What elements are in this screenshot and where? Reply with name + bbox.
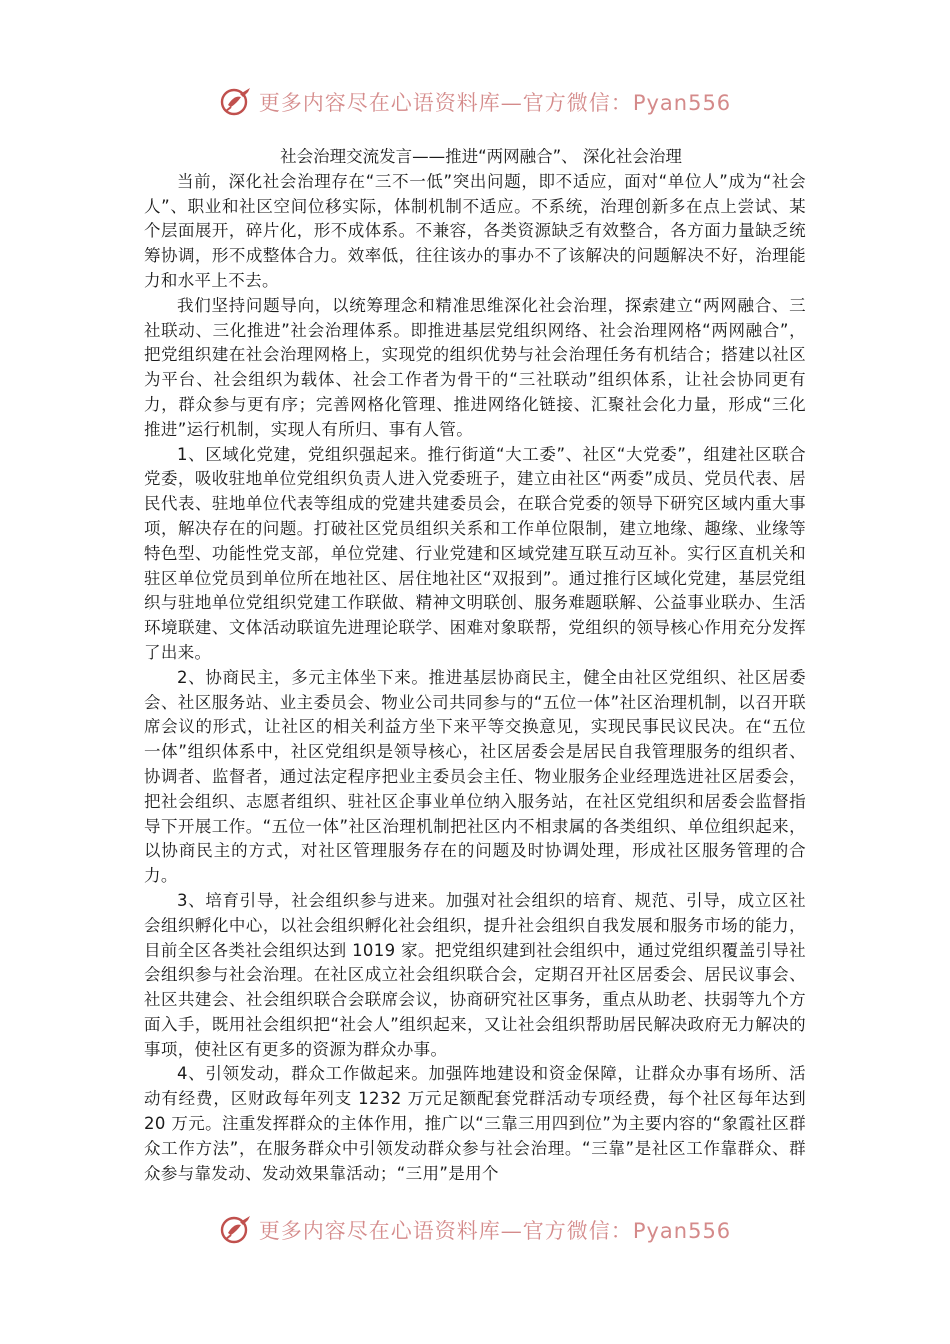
document-body — [144, 145, 806, 1186]
watermark-text: 更多内容尽在心语资料库—官方微信：Pyan556 — [258, 1219, 732, 1243]
paragraph-item-3: 3、培育引导，社会组织参与进来。加强对社会组织的培育、规范、引导，成立区社会组织孵化中心，以社会组织孵化社会组织，提升社会组织自我发展和服务市场的能力，目前全区各类社会组织达到 1019 家。把党组织建到社会组织中，通过党组织覆盖引导社会组织参与社会治理。在社区成立社会组织联合会，定期召开社区居委会、居民议事会、社区共建会、社会组织联合会联席会议，协商研究社区事务，重点从助老、扶弱等九个方面入手，既用社会组织把“社会人”组织起来，又让社会组织帮助居民解决政府无力解决的事项，使社区有更多的资源为群众办事。 — [144, 890, 806, 1059]
paragraph-approach: 我们坚持问题导向，以统筹理念和精准思维深化社会治理，探索建立“两网融合、三社联动、三化推进”社会治理体系。即推进基层党组织网络、社会治理网格“两网融合”，把党组织建在社会治理网格上，实现党的组织优势与社会治理任务有机结合；搭建以社区为平台、社会组织为载体、社会工作者为骨干的“三社联动”组织体系，让社会协同更有力，群众参与更有序；完善网格化管理、推进网络化链接、汇聚社会化力量，形成“三化推进”运行机制，实现人有所归、事有人管。 — [144, 295, 806, 439]
watermark-text: 更多内容尽在心语资料库—官方微信：Pyan556 — [258, 91, 732, 115]
paragraph-item-4: 4、引领发动，群众工作做起来。加强阵地建设和资金保障，让群众办事有场所、活动有经费，区财政每年列支 1232 万元足额配套党群活动专项经费，每个社区每年达到 20 万元。注重发挥群众的主体作用，推广以“三靠三用四到位”为主要内容的“象霞社区群众工作方法”，在服务群众中引领发动群众参与社会治理。“三靠”是社区工作靠群众、群众参与靠发动、发动效果靠活动；“三用”是用个 — [144, 1064, 806, 1183]
paragraph-item-2: 2、协商民主，多元主体坐下来。推进基层协商民主，健全由社区党组织、社区居委会、社区服务站、业主委员会、物业公司共同参与的“五位一体”社区治理机制，以召开联席会议的形式，让社区的相关利益方坐下来平等交换意见，实现民事民议民决。在“五位一体”组织体系中，社区党组织是领导核心，社区居委会是居民自我管理服务的组织者、协调者、监督者，通过法定程序把业主委员会主任、物业服务企业经理选进社区居委会，把社会组织、志愿者组织、驻社区企事业单位纳入服务站，在社区党组织和居委会监督指导下开展工作。“五位一体”社区治理机制把社区内不相隶属的各类组织、单位组织起来，以协商民主的方式，对社区管理服务存在的问题及时协调处理，形成社区服务管理的合力。 — [144, 667, 806, 886]
document-title: 社会治理交流发言——推进“两网融合”、 深化社会治理 — [280, 147, 682, 166]
paragraph-item-1: 1、区域化党建，党组织强起来。推行街道“大工委”、社区“大党委”，组建社区联合党委，吸收驻地单位党组织负责人进入党委班子，建立由社区“两委”成员、党员代表、居民代表、驻地单位代表等组成的党建共建委员会，在联合党委的领导下研究区域内重大事项，解决存在的问题。打破社区党员组织关系和工作单位限制，建立地缘、趣缘、业缘等特色型、功能性党支部，单位党建、行业党建和区域党建互联互动互补。实行区直机关和驻区单位党员到单位所在地社区、居住地社区“双报到”。通过推行区域化党建，基层党组织与驻地单位党组织党建工作联做、精神文明联创、服务难题联解、公益事业联办、生活环境联建、文体活动联谊先进理论联学、困难对象联帮，党组织的领导核心作用充分发挥了出来。 — [144, 444, 806, 662]
pen-logo-icon — [219, 85, 253, 119]
paragraph-intro: 当前，深化社会治理存在“三不一低”突出问题，即不适应，面对“单位人”成为“社会人”、职业和社区空间位移实际，体制机制不适应。不系统，治理创新多在点上尝试、某个层面展开，碎片化，形不成体系。不兼容，各类资源缺乏有效整合，各方面力量缺乏统筹协调，形不成整体合力。效率低，往往该办的事办不了该解决的问题解决不好，治理能力和水平上不去。 — [144, 171, 806, 290]
watermark-bottom — [0, 1208, 950, 1252]
watermark-top — [0, 80, 950, 124]
pen-logo-icon — [219, 1213, 253, 1247]
